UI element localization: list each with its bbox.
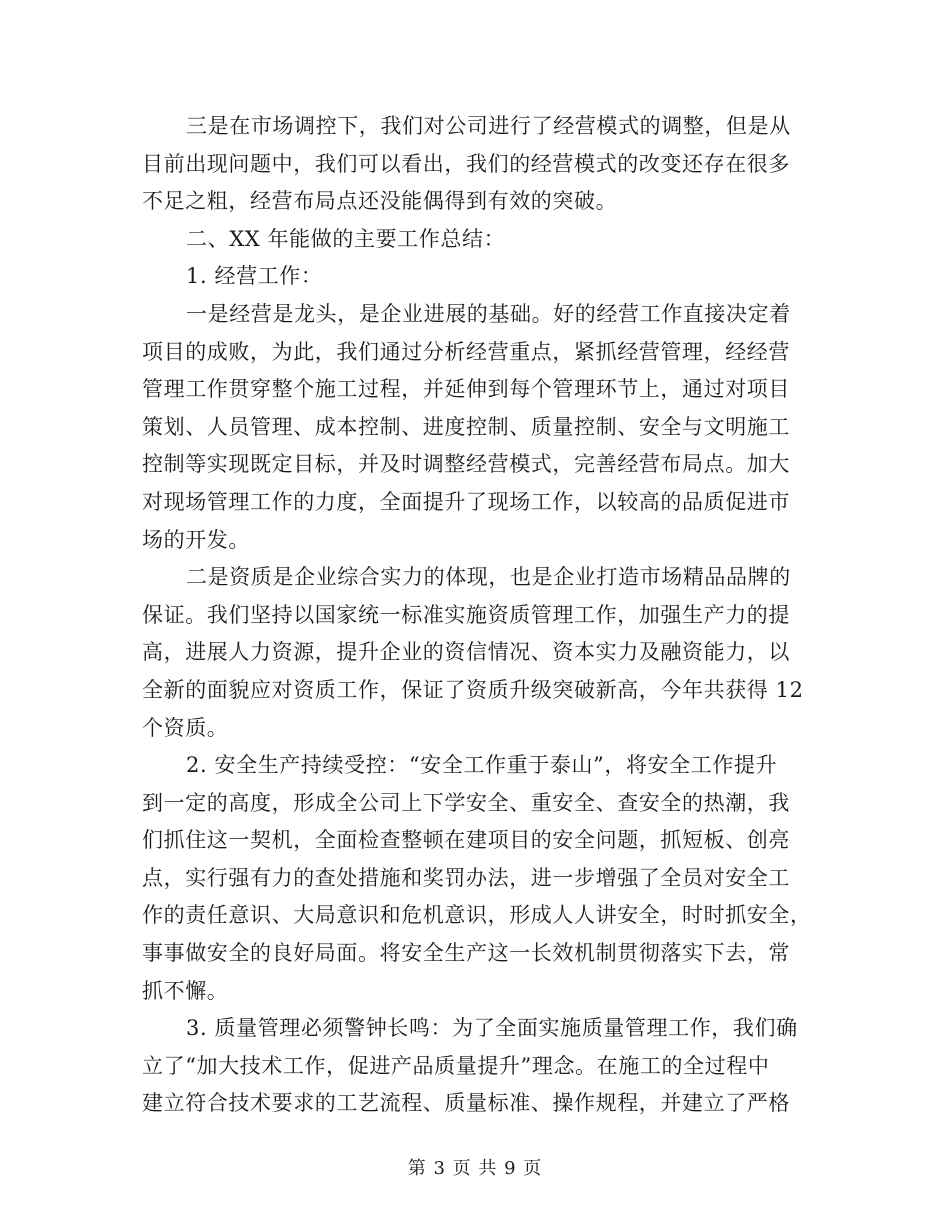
text-line: 2. 安全生产持续受控：“安全工作重于泰山”，将安全工作提升 — [186, 753, 778, 778]
text-line: 点，实行强有力的查处措施和奖罚办法，进一步增强了全员对安全工 — [142, 865, 790, 890]
text-line: 立了“加大技术工作，促进产品质量提升”理念。在施工的全过程中 — [142, 1053, 770, 1078]
text-line: 建立符合技术要求的工艺流程、质量标准、操作规程，并建立了严格 — [142, 1091, 790, 1116]
text-line: 目前出现问题中，我们可以看出，我们的经营模式的改变还存在很多 — [142, 151, 790, 176]
text-line: 1. 经营工作： — [186, 264, 323, 289]
text-line: 项目的成败，为此，我们通过分析经营重点，紧抓经营管理，经经营 — [142, 339, 790, 364]
text-line: 三是在市场调控下，我们对公司进行了经营模式的调整，但是从 — [186, 114, 791, 138]
text-line: 事事做安全的良好局面。将安全生产这一长效机制贯彻落实下去，常 — [142, 941, 790, 966]
text-line: 3. 质量管理必须警钟长鸣：为了全面实施质量管理工作，我们确 — [186, 1016, 798, 1041]
text-line: 们抓住这一契机，全面检查整顿在建项目的安全问题，抓短板、创亮 — [142, 828, 790, 853]
text-line: 保证。我们坚持以国家统一标准实施资质管理工作，加强生产力的提 — [142, 602, 790, 627]
text-line: 策划、人员管理、成本控制、进度控制、质量控制、安全与文明施工 — [142, 414, 790, 439]
page-number-footer: 第 3 页 共 9 页 — [407, 1158, 543, 1179]
text-line: 管理工作贯穿整个施工过程，并延伸到每个管理环节上，通过对项目 — [142, 377, 790, 402]
text-line: 一是经营是龙头，是企业进展的基础。好的经营工作直接决定着 — [186, 301, 791, 326]
text-line: 作的责任意识、大局意识和危机意识，形成人人讲安全，时时抓安全， — [142, 903, 812, 928]
text-line: 到一定的高度，形成全公司上下学安全、重安全、查安全的热潮，我 — [142, 790, 790, 815]
text-line: 二是资质是企业综合实力的体现，也是企业打造市场精品品牌的 — [186, 565, 791, 590]
text-line: 对现场管理工作的力度，全面提升了现场工作，以较高的品质促进市 — [142, 489, 790, 514]
text-line: 二、XX 年能做的主要工作总结： — [186, 226, 506, 251]
text-line: 个资质。 — [142, 715, 229, 740]
text-line: 场的开发。 — [142, 527, 250, 552]
text-line: 控制等实现既定目标，并及时调整经营模式，完善经营布局点。加大 — [142, 452, 790, 477]
text-line: 全新的面貌应对资质工作，保证了资质升级突破新高，今年共获得 12 — [142, 677, 804, 702]
text-line: 高，进展人力资源，提升企业的资信情况、资本实力及融资能力，以 — [142, 640, 790, 665]
text-line: 不足之粗，经营布局点还没能偶得到有效的突破。 — [142, 189, 618, 214]
text-line: 抓不懈。 — [142, 978, 229, 1003]
document-body — [142, 108, 812, 1123]
